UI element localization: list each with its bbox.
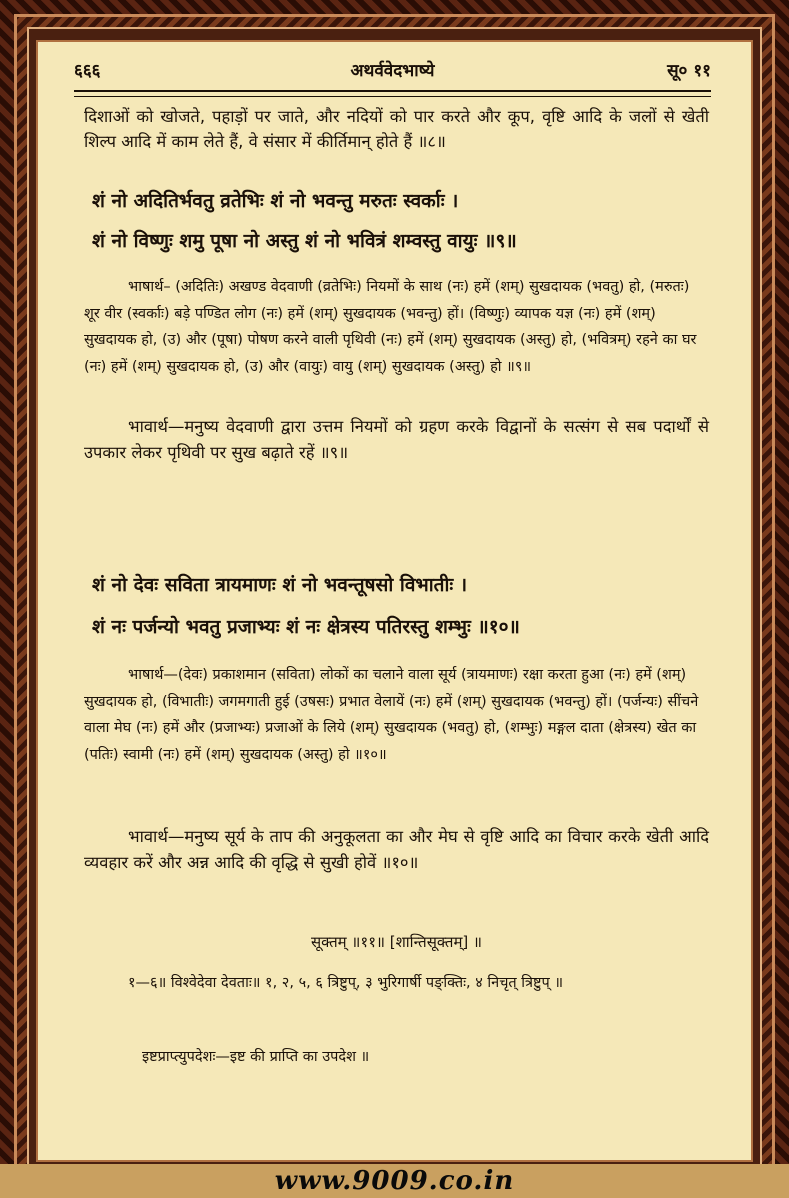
book-page [36,40,753,1162]
sukta-reference: सू० ११ [667,61,711,81]
mantra-10-line-2: शं नः पर्जन्यो भवतु प्रजाभ्यः शं नः क्षेत्रस्य पतिरस्तु शम्भुः ॥१०॥ [92,616,520,638]
page-header [74,58,711,88]
bhashartha-10: भाषार्थ—(देवः) प्रकाशमान (सविता) लोकों का चलाने वाला सूर्य (त्रायमाणः) रक्षा करता हुआ (नः) हमें (शम्) सुखदायक हो, (विभातीः) जगमगाती हुई (उषसः) प्रभात वेलायें (नः) हमें (शम्) सुखदायक (भवन्तु) हों। (पर्जन्यः) सींचने वाला मेघ (नः) हमें और (प्रजाभ्यः) प्रजाओं के लिये (शम्) सुखदायक (भवतु) हो, (शम्भुः) मङ्गल दाता (क्षेत्रस्य) खेत का (पतिः) स्वामी (नः) हमें (शम्) सुखदायक (अस्तु) हो ॥१०॥ [84,667,699,763]
header-rule [74,90,711,97]
footer-url[interactable]: www.9009.co.in [0,1164,789,1198]
upadesh-line: इष्टप्राप्त्युपदेशः—इष्ट की प्राप्ति का उपदेश ॥ [142,1049,370,1065]
prose-top: दिशाओं को खोजते, पहाड़ों पर जाते, और नदियों को पार करते और कूप, वृष्टि आदि के जलों से खेती शिल्प आदि में काम लेते हैं, वे संसार में कीर्तिमान् होते हैं ॥८॥ [84,107,709,151]
bhashartha-9: भाषार्थ– (अदितिः) अखण्ड वेदवाणी (व्रतेभिः) नियमों के साथ (नः) हमें (शम्) सुखदायक (भवतु) हो, (मरुतः) शूर वीर (स्वर्काः) बड़े पण्डित लोग (नः) हमें (शम्) सुखदायक (भवन्तु) हों। (विष्णुः) व्यापक यज्ञ (नः) हमें (शम्) सुखदायक हो, (उ) और (पूषा) पोषण करने वाली पृथिवी (नः) हमें (शम्) सुखदायक (अस्तु) हो, (भवित्रम्) रहने का घर (नः) हमें (शम्) सुखदायक हो, (उ) और (वायुः) वायु (शम्) सुखदायक (अस्तु) हो ॥९॥ [84,279,697,375]
bhavartha-10: भावार्थ—मनुष्य सूर्य के ताप की अनुकूलता का और मेघ से वृष्टि आदि का विचार करके खेती आदि व्यवहार करें और अन्न आदि की वृद्धि से सुखी होवें ॥१०॥ [84,827,709,872]
mantra-9-line-1: शं नो अदितिर्भवतु व्रतेभिः शं नो भवन्तु मरुतः स्वर्काः । [92,190,459,212]
mantra-10-line-1: शं नो देवः सविता त्रायमाणः शं नो भवन्तूषसो विभातीः । [92,574,468,596]
sukta-metadata: १—६॥ विश्वेदेवा देवताः॥ १, २, ५, ६ त्रिष्टुप्, ३ भुरिगार्षी पङ्क्तिः, ४ निचृत् त्रिष्टुप् ॥ [128,975,564,991]
book-title: अथर्ववेदभाष्ये [350,61,435,81]
sukta-heading: सूक्तम् ॥११॥ [शान्तिसूक्तम्] ॥ [310,933,483,951]
bhavartha-9: भावार्थ—मनुष्य वेदवाणी द्वारा उत्तम नियमों को ग्रहण करके विद्वानों के सत्संग से सब पदार्थों से उपकार लेकर पृथिवी पर सुख बढ़ाते रहें ॥९॥ [84,417,709,462]
page-number: ६६६ [74,61,101,81]
mantra-9-line-2: शं नो विष्णुः शमु पूषा नो अस्तु शं नो भवित्रं शम्वस्तु वायुः ॥९॥ [92,230,517,252]
